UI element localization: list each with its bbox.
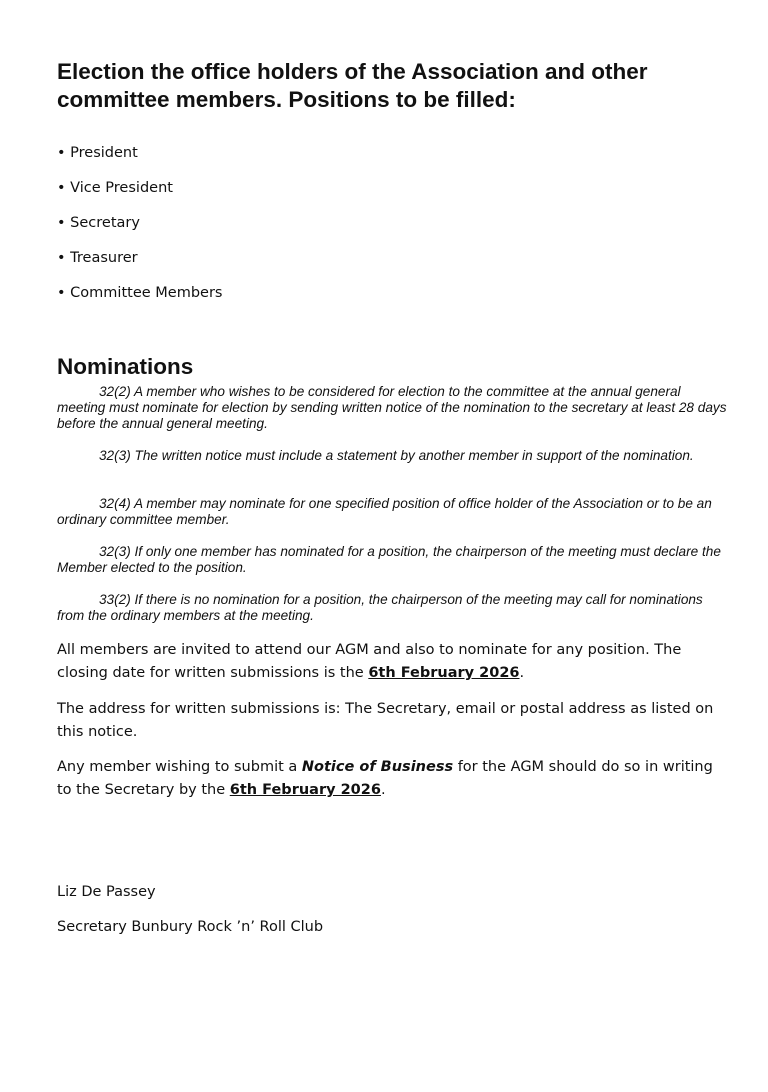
list-item: • Vice President bbox=[57, 180, 173, 196]
election-heading: Election the office holders of the Association and other committee members. Positions to be filled: bbox=[57, 59, 648, 112]
signature-role: Secretary Bunbury Rock ’n’ Roll Club bbox=[57, 919, 324, 935]
address-paragraph: The address for written submissions is: The Secretary, email or postal address as listed on this notice. bbox=[57, 701, 714, 740]
business-date: 6th February 2026 bbox=[229, 782, 381, 798]
signature-name: Liz De Passey bbox=[57, 884, 156, 900]
nominations-heading: Nominations bbox=[57, 354, 194, 379]
position-label: Vice President bbox=[70, 180, 173, 196]
business-paragraph: Any member wishing to submit a Notice of Business for the AGM should do so in writing to the Secretary by the 6th February 2026. bbox=[57, 759, 713, 798]
positions-list bbox=[57, 140, 222, 315]
invite-paragraph: All members are invited to attend our AGM and also to nominate for any position. The closing date for written submissions is the 6th February 2026. bbox=[57, 642, 682, 681]
position-label: President bbox=[70, 145, 138, 161]
notice-of-business: Notice of Business bbox=[301, 759, 454, 775]
list-item: • Secretary bbox=[57, 215, 140, 231]
position-label: Secretary bbox=[70, 215, 140, 231]
rule-32-3-notice: 32(3) The written notice must include a statement by another member in support of the nomination. bbox=[99, 448, 694, 463]
rule-32-4: 32(4) A member may nominate for one specified position of office holder of the Association or to be an ordinary committee member. bbox=[57, 496, 712, 527]
list-item: • Committee Members bbox=[57, 285, 223, 301]
closing-date: 6th February 2026 bbox=[368, 665, 520, 681]
position-label: Treasurer bbox=[70, 250, 138, 266]
rule-32-3-single: 32(3) If only one member has nominated for a position, the chairperson of the meeting must declare the Member elected to the position. bbox=[57, 544, 721, 575]
rule-32-2: 32(2) A member who wishes to be considered for election to the committee at the annual general meeting must nominate for election by sending written notice of the nomination to the secretary at least 28 days before the annual general meeting. bbox=[57, 384, 727, 431]
position-label: Committee Members bbox=[70, 285, 223, 301]
list-item: • Treasurer bbox=[57, 250, 138, 266]
list-item: • President bbox=[57, 145, 138, 161]
rule-33-2: 33(2) If there is no nomination for a position, the chairperson of the meeting may call for nominations from the ordinary members at the meeting. bbox=[57, 592, 703, 623]
